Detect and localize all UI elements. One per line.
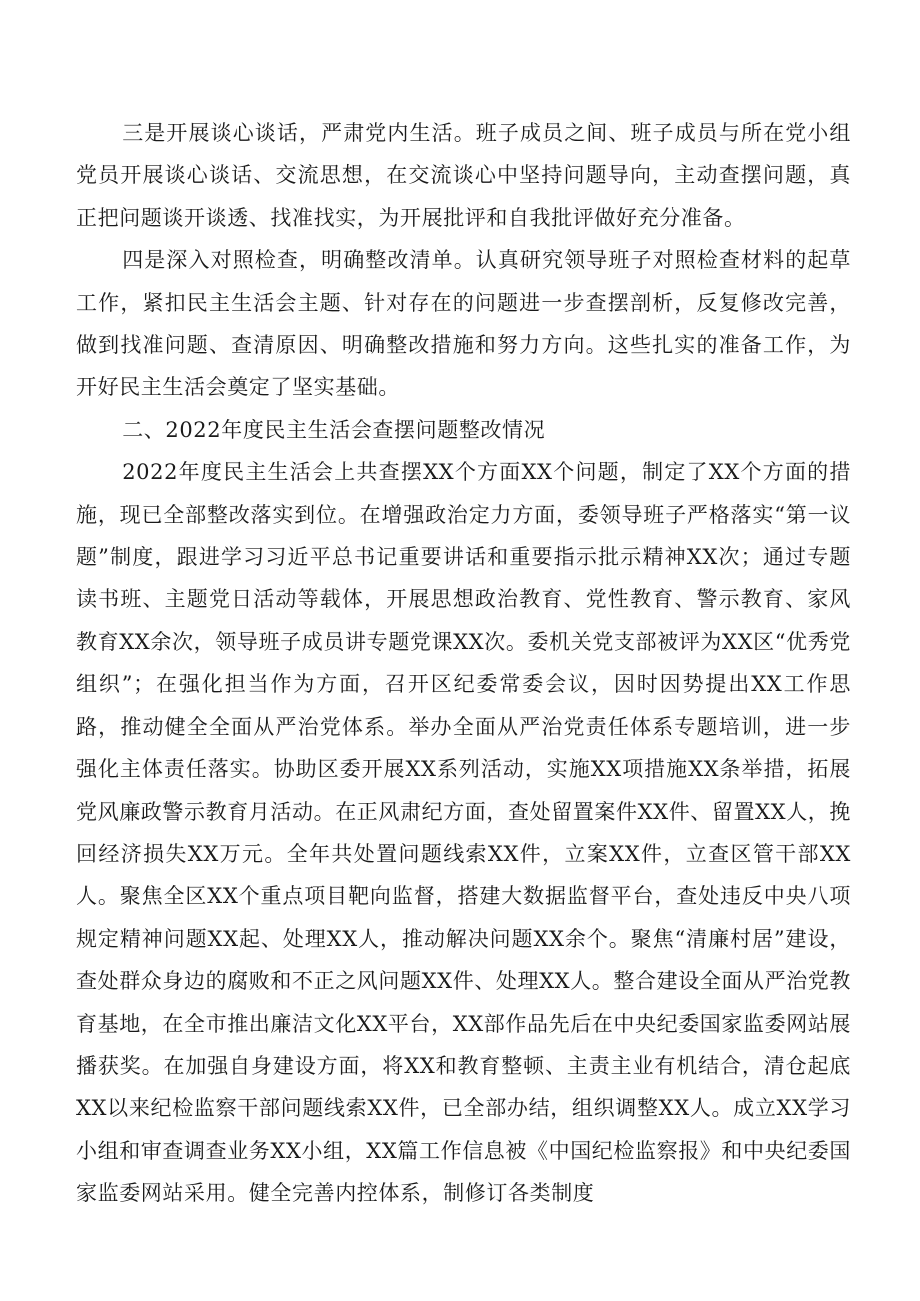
paragraph-self-review: 四是深入对照检查，明确整改清单。认真研究领导班子对照检查材料的起草工作，紧扣民主生活会主题、针对存在的问题进一步查摆剖析，反复修改完善，做到找准问题、查清原因、明确整改措施和努力方向。这些扎实的准备工作，为开好民主生活会奠定了坚实基础。	[76, 248, 851, 400]
paragraph-talks: 三是开展谈心谈话，严肃党内生活。班子成员之间、班子成员与所在党小组党员开展谈心谈话、交流思想，在交流谈心中坚持问题导向，主动查摆问题，真正把问题谈开谈透、找准找实，为开展批评和自我批评做好充分准备。	[76, 121, 851, 230]
paragraph-rectification: 2022年度民主生活会上共查摆XX个方面XX个问题，制定了XX个方面的措施，现已全部整改落实到位。在增强政治定力方面，委领导班子严格落实“第一议题”制度，跟进学习习近平总书记重要讲话和重要指示批示精神XX次；通过专题读书班、主题党日活动等载体，开展思想政治教育、党性教育、警示教育、家风教育XX余次，领导班子成员讲专题党课XX次。委机关党支部被评为XX区“优秀党组织”；在强化担当作为方面，召开区纪委常委会议，因时因势提出XX工作思路，推动健全全面从严治党体系。举办全面从严治党责任体系专题培训，进一步强化主体责任落实。协助区委开展XX系列活动，实施XX项措施XX条举措，拓展党风廉政警示教育月活动。在正风肃纪方面，查处留置案件XX件、留置XX人，挽回经济损失XX万元。全年共处置问题线索XX件，立案XX件，立查区管干部XX人。聚焦全区XX个重点项目靶向监督，搭建大数据监督平台，查处违反中央八项规定精神问题XX起、处理XX人，推动解决问题XX余个。聚焦“清廉村居”建设，查处群众身边的腐败和不正之风问题XX件、处理XX人。整合建设全面从严治党教育基地，在全市推出廉洁文化XX平台，XX部作品先后在中央纪委国家监委网站展播获奖。在加强自身建设方面，将XX和教育整顿、主责主业有机结合，清仓起底XX以来纪检监察干部问题线索XX件，已全部办结，组织调整XX人。成立XX学习小组和审查调查业务XX小组，XX篇工作信息被《中国纪检监察报》和中央纪委国家监委网站采用。健全完善内控体系，制修订各类制度	[76, 460, 851, 1206]
document-body	[76, 112, 851, 1215]
section-heading: 二、2022年度民主生活会查摆问题整改情况	[122, 417, 546, 442]
